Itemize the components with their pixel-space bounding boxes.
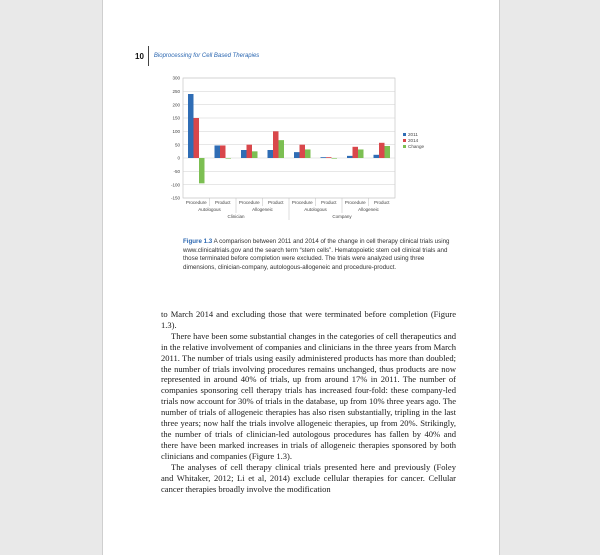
x-tick-label: Procedure (344, 200, 366, 205)
paragraph: The analyses of cell therapy clinical trials presented here and previously (Foley and Whitaker, 2012; Li et al, 2014) exclude cellular therapies for cancer. Cellular cancer therapies broadly involve the modification (161, 461, 456, 494)
page-number: 10 (135, 51, 144, 61)
x-supergroup-label: Company (332, 214, 352, 219)
y-tick-label: 200 (172, 102, 180, 108)
bar-2014 (273, 131, 279, 158)
book-title: Bioprocessing for Cell Based Therapies (153, 53, 260, 59)
bar-2014 (220, 145, 226, 158)
bar-2014 (326, 157, 332, 158)
y-tick-label: 100 (172, 128, 180, 134)
x-group-label: Autologous (198, 207, 221, 212)
bar-2011 (347, 156, 353, 158)
header-divider (148, 46, 149, 66)
bar-2011 (268, 150, 274, 158)
bar-2014 (247, 145, 253, 158)
bar-2014 (353, 147, 359, 158)
bar-change (358, 149, 364, 158)
bar-change (332, 158, 338, 159)
book-page (102, 0, 500, 555)
bar-2011 (215, 145, 221, 158)
body-text (161, 309, 456, 494)
y-tick-label: 250 (172, 88, 180, 94)
legend-label: 2011 (408, 132, 418, 137)
x-tick-label: Product (214, 200, 231, 205)
bar-change (385, 146, 391, 158)
legend-swatch (403, 139, 406, 142)
x-tick-label: Procedure (185, 200, 207, 205)
paragraph: There have been some substantial changes in the categories of cell therapeutics and in the relative involvement of companies and clinicians in the three years from March 2011. The number of trials using easily administered products has more than doubled; the number of trials involving procedures remains unchanged, thus products are now represented in around 40% of trials, up from around 17% in 2011. The number of companies sponsoring cell therapy trials has increased four-fold: these company-led trials now account for 30% of trials in the database, up from 10% three years ago. The number of trials of allogeneic therapies has also risen substantially, tripling in the last three years; now half the trials involve allogeneic therapies, up from 20%. Strikingly, the number of trials of clinician-led autologous procedures has fallen by 40% and there have been marked increases in trials of allogeneic therapies sponsored by both clinicians and companies (Figure 1.3). (161, 330, 456, 461)
bar-change (305, 149, 311, 158)
bar-2014 (300, 145, 306, 158)
x-tick-label: Procedure (291, 200, 313, 205)
chart-svg (155, 72, 455, 222)
bar-change (226, 158, 232, 159)
bar-2014 (194, 118, 200, 158)
figure-label: Figure 1.3 (183, 238, 213, 245)
bar-2011 (321, 157, 327, 158)
x-group-label: Allogeneic (358, 207, 379, 212)
figure-caption (183, 238, 453, 272)
legend-swatch (403, 133, 406, 136)
legend-label: Change (408, 144, 425, 149)
bar-2011 (241, 150, 247, 158)
x-group-label: Autologous (304, 207, 327, 212)
x-supergroup-label: Clinician (227, 214, 245, 219)
x-group-label: Allogeneic (252, 207, 273, 212)
bar-change (199, 158, 205, 183)
x-tick-label: Product (373, 200, 390, 205)
running-header (135, 46, 259, 66)
x-tick-label: Product (267, 200, 284, 205)
bar-2011 (294, 152, 300, 158)
figure-caption-text: A comparison between 2011 and 2014 of the change in cell therapy clinical trials using www.clinicaltrials.gov and the search term “stem cells”. Hematopoietic stem cell clinical trials and those terminated before completion were excluded. The trials were analyzed using three dimensions, clinician-company, autologous-allogeneic and procedure-product. (183, 238, 450, 271)
bar-change (279, 140, 285, 158)
x-tick-label: Product (320, 200, 337, 205)
legend-swatch (403, 145, 406, 148)
y-tick-label: -100 (170, 182, 180, 188)
y-tick-label: 0 (177, 155, 180, 161)
bar-2011 (374, 155, 380, 158)
y-tick-label: -150 (170, 195, 180, 201)
bar-2014 (379, 143, 385, 158)
bar-chart (155, 72, 455, 222)
y-tick-label: -50 (173, 168, 180, 174)
paragraph: to March 2014 and excluding those that were terminated before completion (Figure 1.3). (161, 309, 456, 330)
bar-change (252, 151, 258, 158)
bar-2011 (188, 94, 194, 158)
plot-frame (183, 78, 395, 198)
y-tick-label: 50 (174, 142, 180, 148)
y-tick-label: 150 (172, 115, 180, 121)
y-tick-label: 300 (172, 75, 180, 81)
x-tick-label: Procedure (238, 200, 260, 205)
legend-label: 2014 (408, 138, 419, 143)
